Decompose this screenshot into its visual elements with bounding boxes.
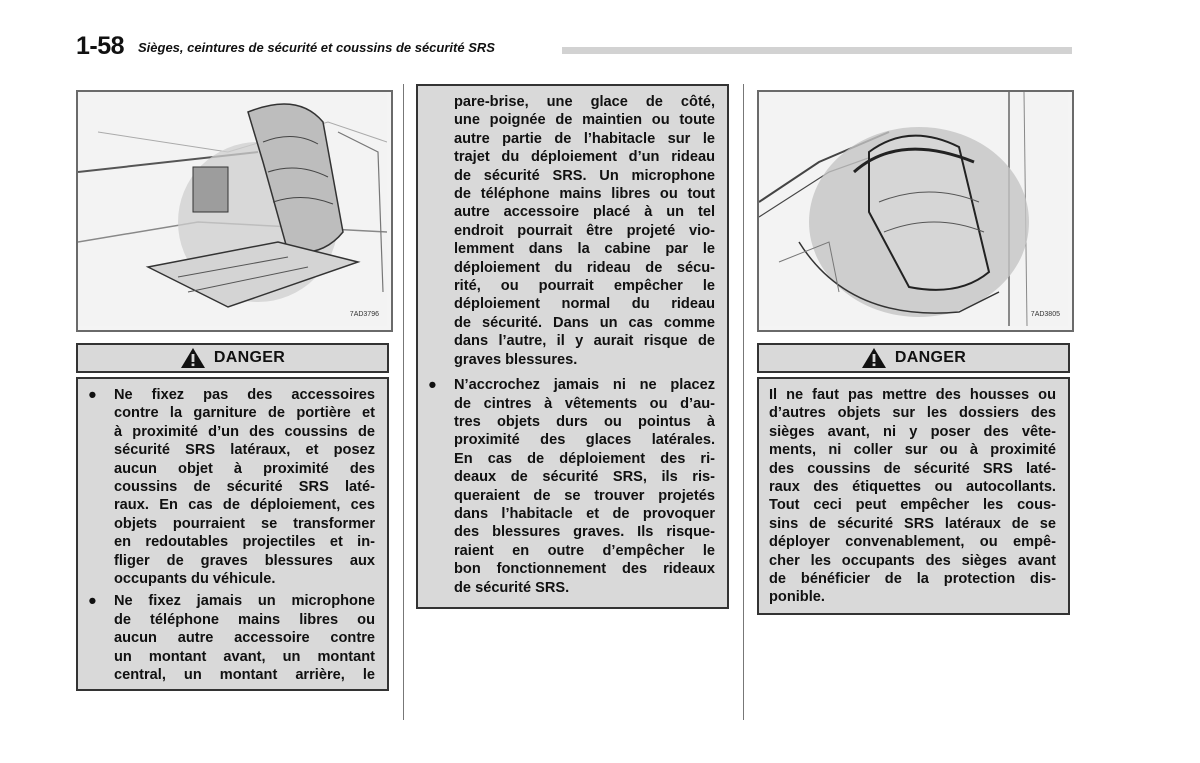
- text-line: dans l’habitacle et de provoquer: [454, 505, 715, 522]
- seat-side-airbag-illustration: [757, 90, 1074, 332]
- text-line: lemment dans la cabine par le: [454, 241, 715, 258]
- text-line: de sécurité SRS. Un microphone: [454, 167, 715, 184]
- text-line: contre la garniture de portière et: [114, 405, 375, 422]
- text-line: à proximité d’un des coussins de: [114, 423, 375, 440]
- text-line: Il ne faut pas mettre des housses ou: [769, 387, 1056, 403]
- text-line: déploiement normal du rideau: [454, 296, 715, 313]
- text-line: de téléphone mains libres ou tout: [454, 186, 715, 203]
- car-front-seat-illustration: [76, 90, 393, 332]
- text-line: pare-brise, une glace de côté,: [454, 94, 715, 110]
- danger-label: DANGER: [894, 349, 967, 366]
- text-line: queraient de se trouver projetés: [454, 487, 715, 504]
- column-divider: [743, 84, 744, 720]
- text-line: de cintres à vêtements ou d’au-: [454, 395, 715, 412]
- text-line: sécurité SRS latéraux, et posez: [114, 442, 375, 459]
- danger-box-left: [76, 377, 389, 691]
- figure-code: 7AD3805: [1030, 311, 1060, 318]
- text-line: ponible.: [769, 589, 825, 606]
- text-line: autre accessoire placé à un tel: [454, 204, 715, 221]
- text-line: Ne fixez pas des accessoires: [114, 387, 375, 403]
- text-line: trajet du déploiement d’un rideau: [454, 149, 715, 166]
- text-line: deaux de sécurité SRS, ils ris-: [454, 469, 715, 486]
- text-line: des blessures graves. Ils risque-: [454, 524, 715, 541]
- text-line: raient en outre d’empêcher le: [454, 542, 715, 559]
- text-line: rité, ou pourrait empêcher le: [454, 278, 715, 295]
- text-line: un montant avant, un montant: [114, 648, 375, 665]
- page-number: 1-58: [76, 32, 125, 60]
- page-header: [76, 32, 1072, 60]
- list-item: ● Ne fixez jamais un microphone de téléphone mains libres ou aucun autre accessoire contre un montant avant, un montant central, un montant arrière, le: [88, 593, 375, 684]
- text-line: ments, ni coller sur ou à proximité: [769, 442, 1056, 459]
- text-line: de téléphone mains libres ou: [114, 611, 375, 628]
- text-line: une poignée de maintien ou toute: [454, 112, 715, 129]
- text-line: déployer convenablement, ou empê-: [769, 534, 1056, 551]
- continuation-text: [418, 93, 715, 369]
- text-line: en redoutables projectiles et in-: [114, 534, 375, 551]
- text-line: déploiement du rideau de sécu-: [454, 259, 715, 276]
- text-line: N’accrochez jamais ni ne placez: [454, 377, 715, 394]
- danger-label: DANGER: [213, 349, 286, 366]
- text-line: autre partie de l’habitacle sur le: [454, 130, 715, 147]
- text-line: graves blessures.: [454, 351, 578, 368]
- text-line: cher les occupants des sièges avant: [769, 552, 1056, 569]
- text-line: raux des étiquettes ou autocollants.: [769, 479, 1056, 496]
- text-line: sins de sécurité SRS latéraux de se: [769, 515, 1056, 532]
- danger-box-middle: [416, 84, 729, 609]
- danger-box-right: [757, 377, 1070, 615]
- text-line: sièges avant, ni y poser des vête-: [769, 423, 1056, 440]
- list-item: ● Ne fixez pas des accessoires contre la garniture de portière et à proximité d’un des coussins de sécurité SRS latéraux, et posez aucun objet à proximité des coussins de sécurité SRS laté- raux. En cas de déploiement, ces objets pourraient se transformer en redoutables projectiles et in- fliger de graves blessures aux occupants du véhicule.: [88, 387, 375, 588]
- text-line: aucun autre accessoire contre: [114, 630, 375, 647]
- text-line: occupants du véhicule.: [114, 571, 276, 588]
- text-line: dans l’autre, il y aurait risque de: [454, 333, 715, 350]
- seat-drawing: [78, 92, 387, 326]
- section-title: Sièges, ceintures de sécurité et coussins de sécurité SRS: [138, 40, 495, 55]
- airbag-drawing: [759, 92, 1068, 326]
- danger-header: [76, 343, 389, 373]
- column-divider: [403, 84, 404, 720]
- figure-code: 7AD3796: [349, 311, 379, 318]
- text-line: de sécurité. Dans un cas comme: [454, 314, 715, 331]
- danger-header: [757, 343, 1070, 373]
- warning-triangle-icon: [180, 347, 206, 369]
- text-line: endroit pourrait être projeté vio-: [454, 222, 715, 239]
- warning-triangle-icon: [861, 347, 887, 369]
- text-line: d’autres objets sur les dossiers des: [769, 405, 1056, 422]
- text-line: de sécurité SRS.: [454, 579, 570, 596]
- text-line: des coussins de sécurité SRS laté-: [769, 460, 1056, 477]
- text-line: Ne fixez jamais un microphone: [114, 593, 375, 610]
- text-line: bon fonctionnement des rideaux: [454, 561, 715, 578]
- text-line: coussins de sécurité SRS laté-: [114, 479, 375, 496]
- text-line: Tout ceci peut empêcher les cous-: [769, 497, 1056, 514]
- text-line: En cas de déploiement des ri-: [454, 450, 715, 467]
- text-line: fliger de graves blessures aux: [114, 552, 375, 569]
- header-rule: [562, 47, 1072, 54]
- text-line: objets pourraient se transformer: [114, 515, 375, 532]
- text-line: de bénéficier de la protection dis-: [769, 571, 1056, 588]
- text-line: tres objets durs ou pointus à: [454, 413, 715, 430]
- text-line: raux. En cas de déploiement, ces: [114, 497, 375, 514]
- text-line: aucun objet à proximité des: [114, 460, 375, 477]
- list-item: ● N’accrochez jamais ni ne placez de cintres à vêtements ou d’au- tres objets durs ou pointus à proximité des glaces latérales. En cas de déploiement des ri- deaux de sécurité SRS, ils ris- queraient de se trouver projetés dans l’habitacle et de provoquer des blessures graves. Ils risque- raient en outre d’empêcher le bon fonctionnement des rideaux de sécurité SRS.: [428, 377, 715, 596]
- text-line: central, un montant arrière, le: [114, 667, 375, 684]
- text-line: proximité des glaces latérales.: [454, 432, 715, 449]
